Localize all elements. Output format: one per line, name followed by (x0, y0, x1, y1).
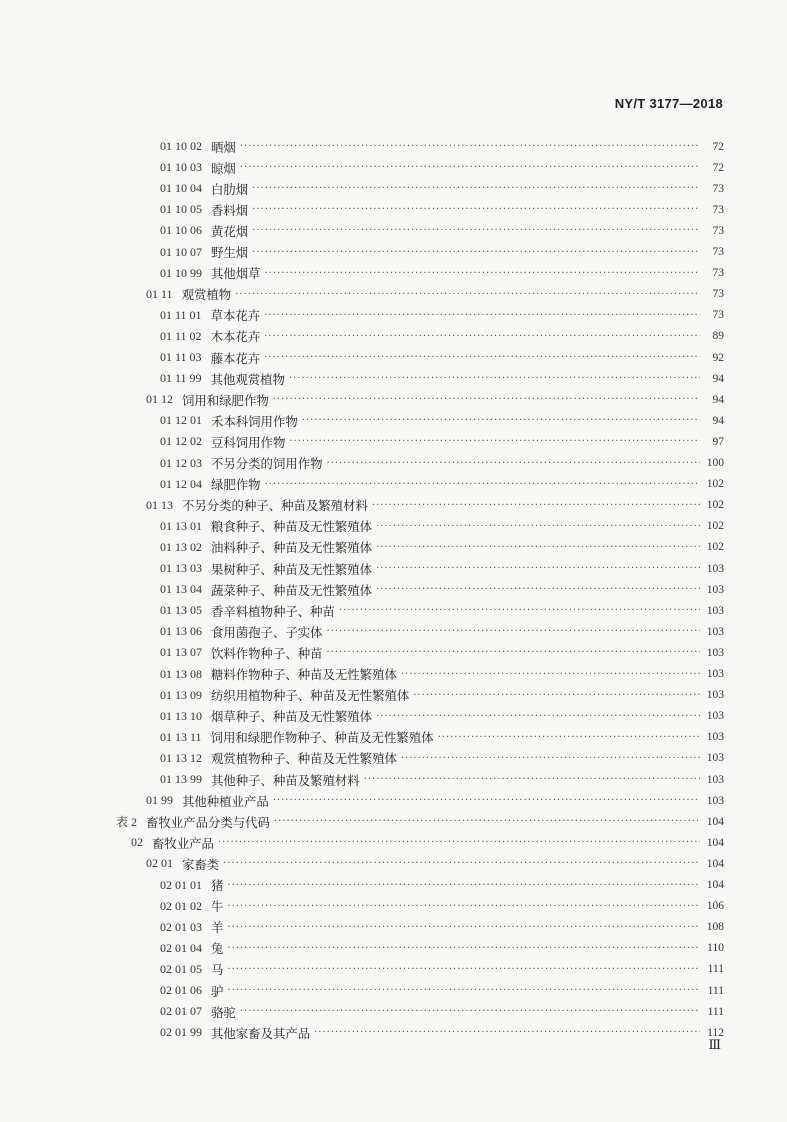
toc-entry-code: 02 01 (146, 856, 173, 871)
toc-entry-code: 01 10 06 (160, 223, 202, 238)
toc-entry[interactable] (160, 431, 724, 452)
toc-entry-title: 野生烟 (211, 245, 249, 260)
toc-leader-dots (273, 790, 700, 811)
toc-entry-title: 油料种子、种苗及无性繁殖体 (211, 540, 373, 556)
toc-entry-title: 其他烟草 (211, 266, 261, 282)
toc-entry-title: 绿肥作物 (211, 477, 261, 493)
toc-leader-dots (252, 199, 700, 220)
toc-entry[interactable] (160, 579, 724, 600)
toc-entry[interactable] (160, 410, 724, 431)
toc-leader-dots (339, 600, 700, 621)
toc-entry-title: 木本花卉 (210, 329, 261, 345)
toc-entry[interactable] (160, 875, 724, 896)
toc-entry-title: 果树种子、种苗及无性繁殖体 (211, 561, 373, 577)
toc-entry[interactable] (160, 748, 724, 769)
toc-entry-code: 01 13 09 (160, 687, 202, 702)
toc-entry-page: 73 (712, 182, 724, 195)
toc-leader-dots (273, 389, 700, 410)
toc-entry-title: 家畜类 (182, 856, 220, 872)
toc-entry-page: 89 (712, 330, 724, 343)
toc-leader-dots (240, 157, 700, 178)
toc-entry-page: 72 (712, 140, 724, 153)
toc-leader-dots (252, 220, 700, 241)
toc-entry-title: 白肋烟 (211, 181, 249, 197)
toc-leader-dots (265, 263, 700, 284)
toc-leader-dots (327, 642, 700, 663)
toc-leader-dots (227, 980, 700, 1001)
toc-entry-page: 102 (706, 499, 724, 512)
toc-entry-title: 烟草种子、种苗及无性繁殖体 (211, 709, 373, 725)
toc-entry-page: 111 (707, 984, 724, 997)
toc-leader-dots (372, 495, 700, 516)
toc-entry-title: 粮食种子、种苗及无性繁殖体 (211, 519, 373, 535)
toc-entry-page: 111 (707, 963, 724, 976)
toc-entry-code: 01 13 02 (160, 539, 202, 554)
toc-entry[interactable] (146, 790, 724, 811)
toc-entry[interactable] (160, 727, 724, 748)
toc-leader-dots (289, 431, 700, 452)
toc-entry[interactable] (160, 326, 724, 347)
toc-entry[interactable] (146, 853, 724, 874)
toc-entry-title: 观赏植物种子、种苗及无性繁殖体 (211, 751, 397, 767)
toc-entry[interactable] (160, 263, 724, 284)
toc-entry-page: 103 (706, 625, 724, 638)
toc-entry-code: 01 11 01 (160, 307, 202, 322)
toc-leader-dots (364, 769, 700, 790)
toc-entry-code: 02 01 02 (160, 898, 202, 913)
toc-entry-code: 01 10 99 (160, 265, 202, 280)
toc-entry[interactable] (160, 347, 724, 368)
toc-entry-code: 01 13 (146, 497, 173, 512)
toc-entry[interactable] (160, 642, 724, 663)
toc-entry[interactable] (160, 199, 724, 220)
toc-entry[interactable] (146, 495, 724, 516)
toc-entry[interactable] (160, 706, 724, 727)
toc-entry-code: 01 10 05 (160, 202, 202, 217)
toc-entry-title: 晒烟 (211, 139, 236, 155)
toc-entry-code: 02 01 04 (160, 940, 202, 955)
toc-entry[interactable] (116, 811, 724, 832)
toc-entry-page: 94 (712, 414, 724, 427)
toc-entry-page: 103 (706, 710, 724, 723)
toc-entry-title: 食用菌孢子、子实体 (211, 624, 323, 640)
toc-entry[interactable] (146, 284, 724, 305)
toc-entry-page: 73 (712, 309, 724, 322)
toc-entry-title: 猪 (211, 878, 224, 893)
toc-entry-page: 73 (712, 267, 724, 280)
toc-entry-code: 02 01 05 (160, 961, 202, 976)
toc-entry-title: 驴 (211, 983, 224, 999)
toc-leader-dots (274, 811, 700, 832)
toc-entry[interactable] (160, 178, 724, 199)
toc-entry-code: 01 10 02 (160, 139, 202, 153)
toc-entry-page: 103 (706, 604, 724, 617)
toc-leader-dots (235, 284, 700, 305)
toc-leader-dots (227, 959, 700, 980)
toc-entry-page: 73 (712, 203, 724, 216)
toc-entry-page: 94 (712, 393, 724, 406)
toc-leader-dots (302, 410, 700, 431)
toc-entry-page: 104 (706, 815, 724, 828)
toc-entry-page: 103 (706, 646, 724, 659)
toc-leader-dots (264, 347, 700, 368)
toc-entry-page: 104 (706, 879, 724, 891)
toc-entry-page: 110 (707, 942, 724, 955)
toc-entry-title: 饲用和绿肥作物 (182, 392, 269, 408)
toc-leader-dots (314, 1022, 700, 1043)
toc-leader-dots (252, 242, 700, 263)
toc-entry[interactable] (160, 242, 724, 263)
toc-entry-title: 其他种植业产品 (182, 793, 269, 809)
toc-entry-code: 01 10 04 (160, 181, 202, 196)
toc-entry-code: 02 01 03 (160, 919, 202, 934)
toc-leader-dots (227, 938, 700, 959)
toc-leader-dots (227, 917, 700, 938)
toc-entry-title: 豆科饲用作物 (211, 434, 286, 450)
toc-entry-title: 其他家畜及其产品 (211, 1025, 311, 1041)
toc-entry[interactable] (160, 516, 724, 537)
toc-entry-page: 111 (707, 1005, 724, 1018)
toc-entry-page: 100 (706, 457, 724, 469)
toc-leader-dots (413, 685, 700, 706)
toc-entry-code: 02 01 01 (160, 877, 202, 892)
toc-entry-code: 02 (131, 835, 143, 850)
toc-entry-title: 畜牧业产品分类与代码 (146, 814, 270, 830)
toc-entry[interactable] (160, 537, 724, 558)
toc-entry[interactable] (160, 1022, 724, 1043)
toc-entry-title: 不另分类的种子、种苗及繁殖材料 (182, 498, 368, 514)
toc-entry-page: 72 (712, 161, 724, 174)
toc-entry-title: 黄花烟 (211, 223, 249, 239)
toc-entry-code: 01 12 01 (160, 413, 202, 428)
toc-entry[interactable] (160, 896, 724, 917)
toc-entry-page: 73 (712, 288, 724, 301)
toc-entry-code: 02 01 99 (160, 1025, 202, 1040)
toc-leader-dots (327, 453, 700, 474)
toc-entry-code: 01 13 12 (160, 750, 202, 765)
toc-entry-code: 01 10 03 (160, 160, 202, 175)
toc-entry[interactable] (160, 136, 724, 157)
toc-leader-dots (218, 832, 700, 853)
toc-entry-title: 藤本花卉 (210, 350, 261, 366)
toc-entry-page: 103 (706, 562, 724, 575)
toc-entry-title: 其他种子、种苗及繁殖材料 (211, 772, 360, 788)
toc-leader-dots (376, 706, 700, 727)
toc-entry-code: 01 13 11 (160, 729, 202, 744)
toc-entry-page: 108 (706, 921, 724, 934)
toc-entry-code: 01 10 07 (160, 244, 202, 259)
toc-entry-code: 01 13 99 (160, 772, 202, 786)
toc-entry[interactable] (160, 220, 724, 241)
toc-entry[interactable] (160, 980, 724, 1001)
toc-entry-title: 禾本科饲用作物 (211, 413, 298, 429)
toc-entry-page: 103 (706, 773, 724, 786)
toc-entry-title: 草本花卉 (210, 308, 261, 324)
toc-entry-page: 103 (706, 731, 724, 744)
toc-entry-page: 106 (706, 900, 724, 913)
toc-leader-dots (327, 621, 700, 642)
toc-entry-code: 01 13 08 (160, 666, 202, 681)
toc-entry-title: 纺织用植物种子、种苗及无性繁殖体 (211, 688, 410, 704)
toc-leader-dots (438, 727, 700, 748)
toc-entry-page: 102 (706, 520, 724, 533)
toc-entry-title: 畜牧业产品 (152, 835, 214, 851)
toc-entry[interactable] (160, 305, 724, 326)
toc-entry-page: 97 (712, 435, 724, 448)
toc-entry-title: 饮料作物种子、种苗 (211, 645, 323, 661)
toc-leader-dots (376, 558, 700, 579)
toc-leader-dots (289, 368, 700, 389)
toc-entry-code: 01 11 (146, 286, 173, 301)
toc-entry-title: 饲用和绿肥作物种子、种苗及无性繁殖体 (210, 730, 434, 746)
toc-entry-page: 103 (706, 794, 724, 807)
toc-leader-dots (401, 664, 700, 685)
toc-entry-title: 香料烟 (211, 202, 249, 218)
toc-entry[interactable] (131, 832, 724, 853)
toc-leader-dots (401, 748, 700, 769)
toc-entry-page: 73 (712, 246, 724, 258)
toc-entry-title: 观赏植物 (181, 287, 232, 303)
toc-entry-code: 02 01 06 (160, 983, 202, 997)
toc-entry-code: 表 2 (116, 815, 138, 830)
toc-entry-code: 01 13 01 (160, 518, 202, 533)
toc-entry[interactable] (160, 685, 724, 706)
toc-entry-title: 香辛料植物种子、种苗 (211, 603, 335, 619)
toc-entry-code: 01 11 02 (160, 328, 202, 343)
toc-entry-title: 不另分类的饲用作物 (211, 456, 323, 471)
toc-entry[interactable] (160, 600, 724, 621)
toc-entry-code: 01 12 (146, 392, 173, 407)
toc-entry[interactable] (160, 621, 724, 642)
toc-entry-title: 兔 (211, 941, 224, 957)
toc-leader-dots (223, 853, 700, 874)
toc-entry[interactable] (160, 938, 724, 959)
toc-entry[interactable] (160, 157, 724, 178)
toc-leader-dots (376, 579, 700, 600)
toc-leader-dots (227, 896, 700, 917)
toc-leader-dots (240, 1001, 700, 1022)
toc-entry[interactable] (160, 769, 724, 790)
toc-leader-dots (240, 136, 700, 157)
toc-entry-page: 103 (706, 583, 724, 596)
toc-entry-code: 01 11 99 (160, 371, 202, 386)
toc-entry-code: 02 01 07 (160, 1004, 202, 1019)
toc-entry-code: 01 99 (146, 793, 173, 808)
toc-entry-page: 73 (712, 224, 724, 237)
toc-entry-title: 糖料作物种子、种苗及无性繁殖体 (211, 667, 397, 682)
toc-entry[interactable] (160, 368, 724, 389)
toc-entry-code: 01 12 03 (160, 455, 202, 470)
toc-entry-page: 104 (706, 857, 724, 870)
toc-entry-page: 104 (706, 836, 724, 849)
toc-entry-page: 103 (706, 668, 724, 680)
toc-entry-page: 102 (706, 478, 724, 491)
toc-entry-title: 蔬菜种子、种苗及无性繁殖体 (211, 582, 373, 598)
toc-entry-page: 103 (706, 689, 724, 702)
page-number: Ⅲ (708, 1038, 721, 1053)
toc-entry-title: 骆驼 (211, 1004, 236, 1020)
toc-entry-code: 01 12 04 (160, 476, 202, 491)
toc-entry[interactable] (160, 453, 724, 474)
toc-entry[interactable] (146, 389, 724, 410)
toc-leader-dots (376, 516, 700, 537)
standard-number: NY/T 3177—2018 (614, 96, 723, 111)
toc-entry-page: 92 (712, 351, 724, 364)
toc-entry-title: 羊 (211, 920, 224, 936)
toc-entry-page: 94 (712, 372, 724, 385)
toc-leader-dots (265, 474, 700, 495)
toc-entry[interactable] (160, 474, 724, 495)
toc-entry-page: 102 (706, 541, 724, 554)
toc-entry-code: 01 11 03 (160, 350, 202, 364)
toc-leader-dots (227, 875, 700, 896)
toc-entry-page: 103 (706, 752, 724, 765)
toc-leader-dots (252, 178, 700, 199)
toc-entry-code: 01 13 06 (160, 624, 202, 639)
toc-entry-title: 晾烟 (211, 160, 236, 176)
toc-entry-code: 01 12 02 (160, 434, 202, 449)
toc-entry[interactable] (160, 558, 724, 579)
toc-entry-code: 01 13 04 (160, 582, 202, 597)
toc-entry-title: 牛 (211, 899, 224, 915)
toc-entry-title: 马 (211, 962, 224, 978)
toc-entry[interactable] (160, 959, 724, 980)
toc-entry-code: 01 13 03 (160, 561, 202, 575)
toc-entry[interactable] (160, 664, 724, 685)
toc-entry-page: 112 (707, 1026, 724, 1039)
toc-entry[interactable] (160, 917, 724, 938)
toc-entry-code: 01 13 05 (160, 603, 202, 618)
toc-entry-title: 其他观赏植物 (210, 371, 285, 387)
toc-entry-code: 01 13 10 (160, 708, 202, 723)
toc-entry-code: 01 13 07 (160, 645, 202, 660)
toc-entry[interactable] (160, 1001, 724, 1022)
toc-leader-dots (376, 537, 700, 558)
toc-leader-dots (264, 305, 700, 326)
toc-leader-dots (264, 326, 700, 347)
